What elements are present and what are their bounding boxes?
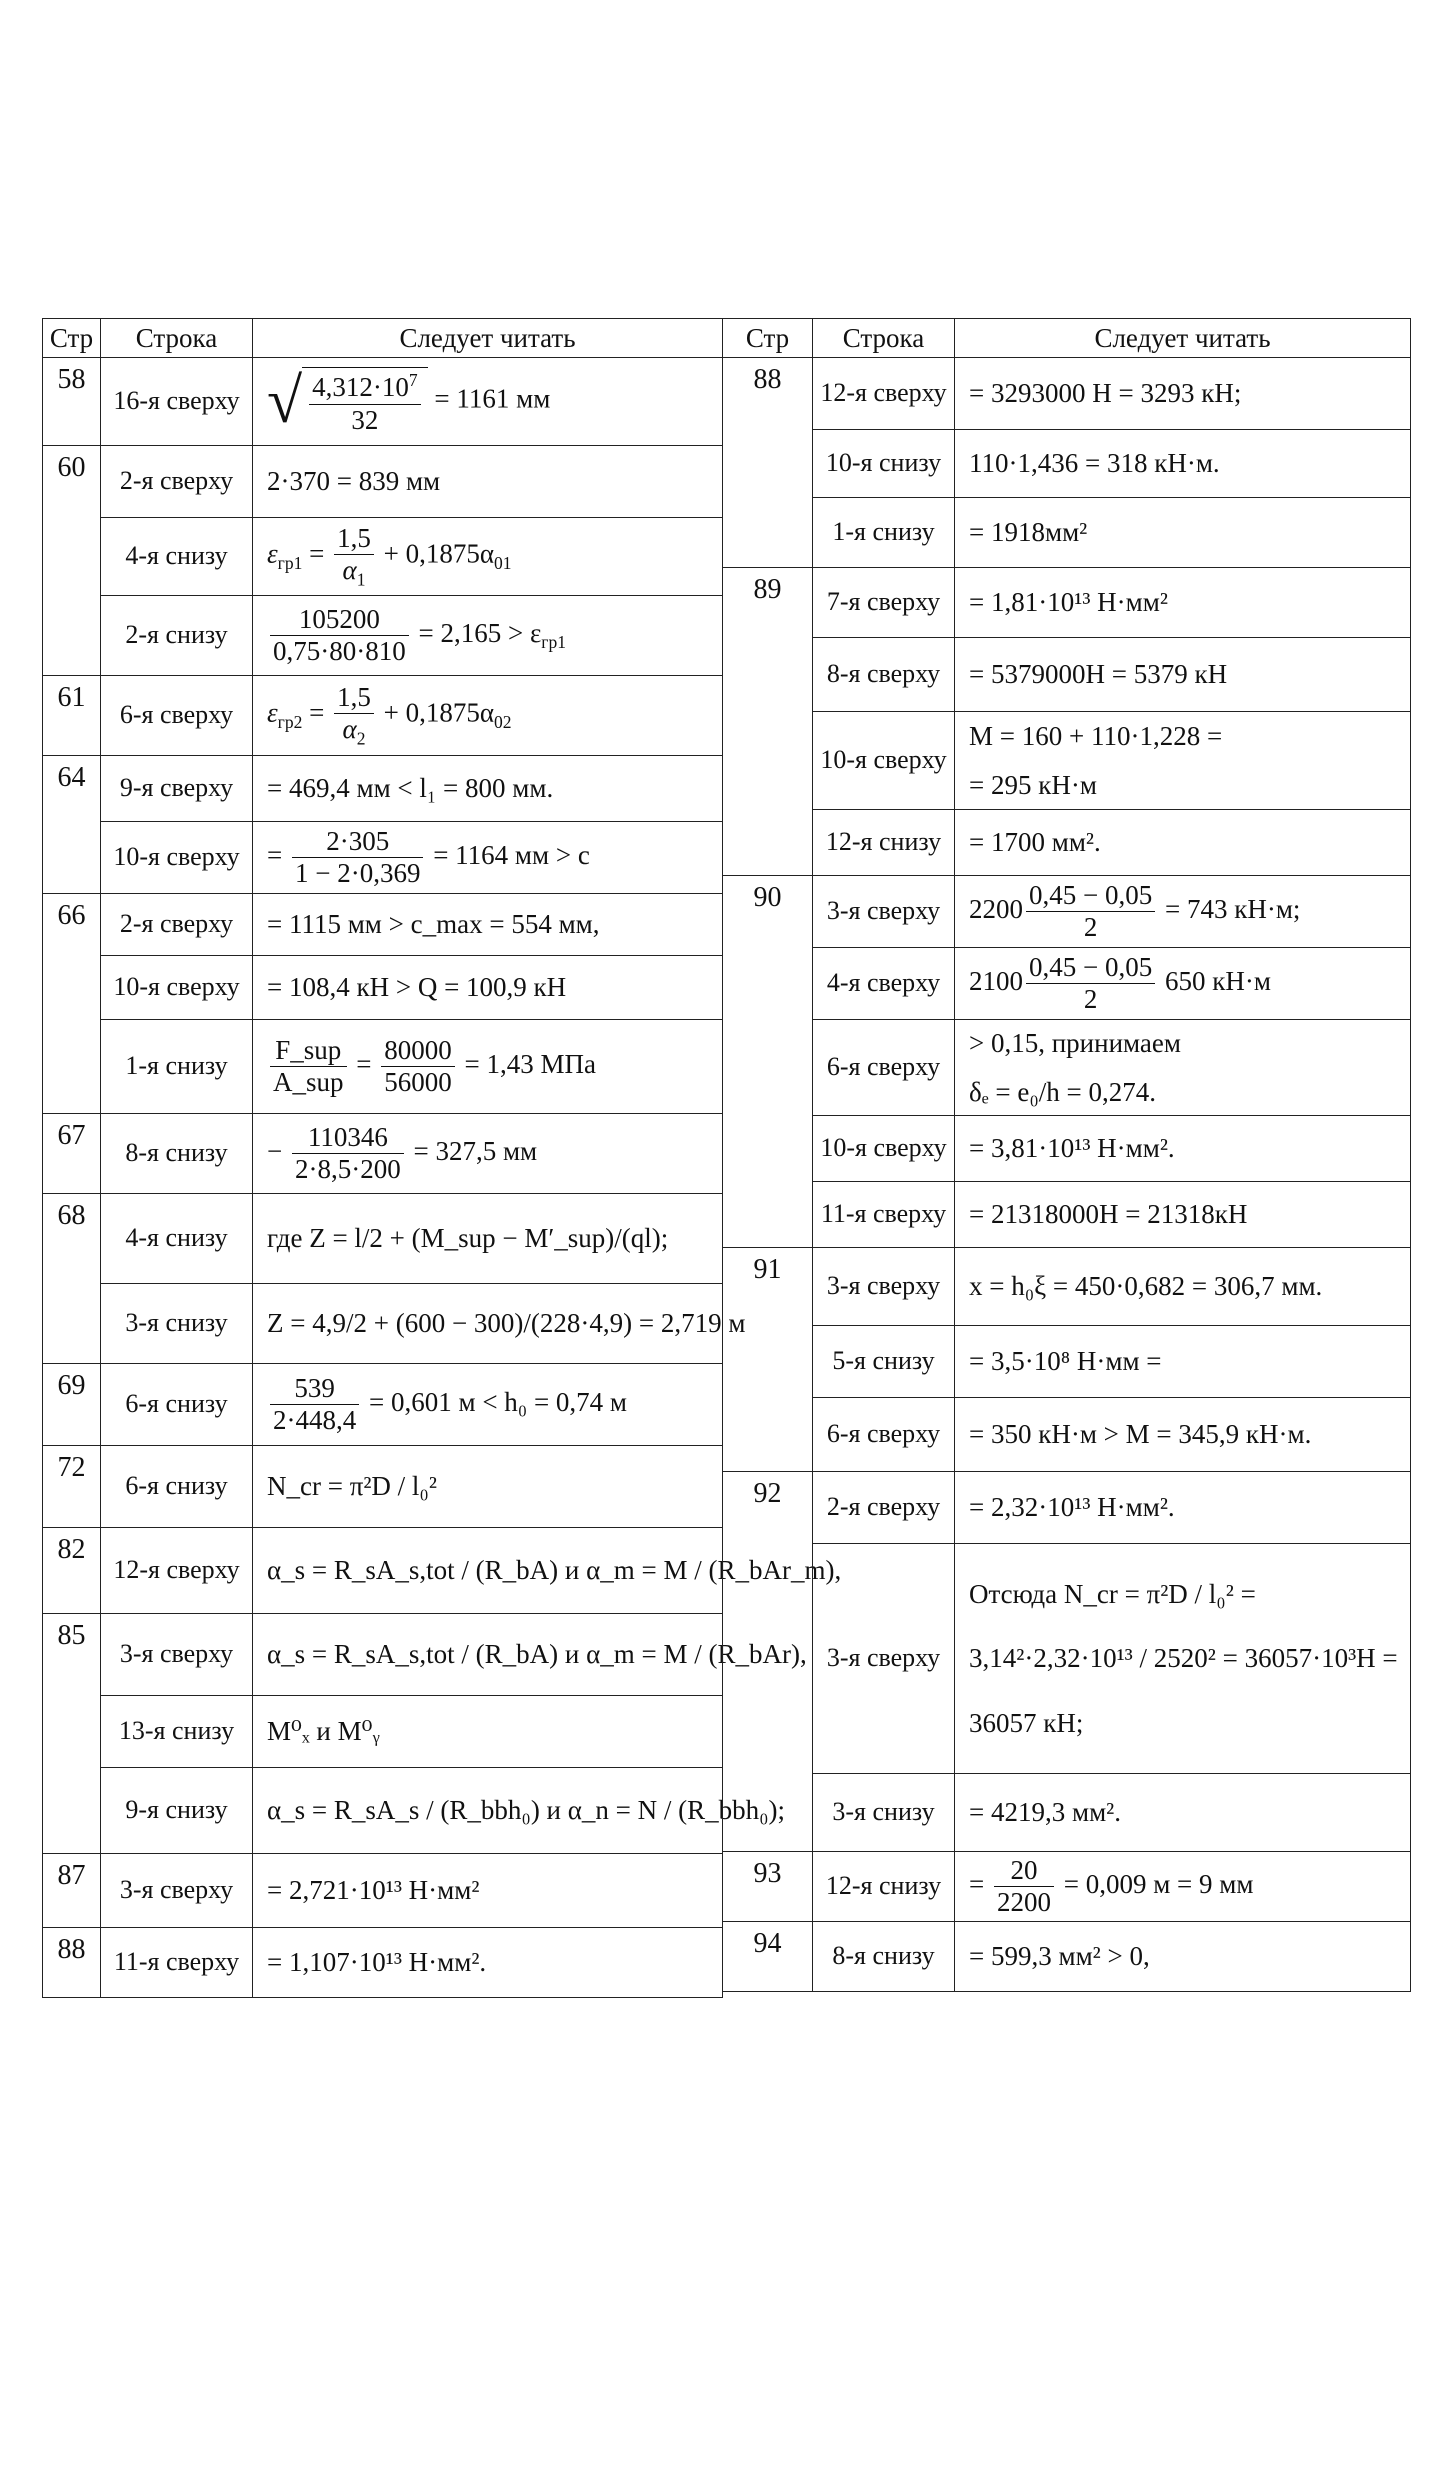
fraction bbox=[994, 1855, 1054, 1918]
fraction-numerator: 0,45 − 0,05 bbox=[1026, 952, 1155, 984]
col-should-read: Следует читать bbox=[955, 319, 1411, 358]
fraction bbox=[1026, 880, 1155, 943]
line-ref: 5-я снизу bbox=[813, 1326, 955, 1398]
line-ref: 10-я сверху bbox=[101, 822, 253, 894]
formula-result: = 0,009 м = 9 мм bbox=[1056, 1868, 1254, 1899]
formula-text: M⁰ₓ и M⁰ᵧ bbox=[267, 1716, 380, 1747]
corrected-text bbox=[253, 446, 723, 518]
formula-prefix: 2100 bbox=[969, 965, 1023, 996]
formula-text: где Z = l/2 + (M_sup − M′_sup)/(ql); bbox=[267, 1223, 669, 1254]
formula-line: Отсюда N_cr = π²D / l₀² = bbox=[969, 1578, 1256, 1609]
table-row bbox=[43, 1854, 723, 1928]
formula-tail: + 0,1875α bbox=[376, 697, 494, 728]
formula-text: α_s = R_sA_s / (R_bbh₀) и α_n = N / (R_bbh₀); bbox=[267, 1795, 786, 1826]
corrected-text bbox=[253, 1364, 723, 1446]
corrected-text bbox=[955, 876, 1411, 948]
line-ref: 6-я снизу bbox=[101, 1364, 253, 1446]
formula-result: = 1,43 МПа bbox=[457, 1048, 596, 1079]
table-row bbox=[723, 948, 1411, 1020]
line-ref: 6-я снизу bbox=[101, 1446, 253, 1528]
corrected-text bbox=[955, 568, 1411, 638]
formula-result: = 0,601 м < h₀ = 0,74 м bbox=[362, 1386, 628, 1417]
formula-prefix: = bbox=[267, 839, 289, 870]
table-row bbox=[43, 1446, 723, 1528]
corrected-text bbox=[253, 956, 723, 1020]
corrected-text bbox=[955, 948, 1411, 1020]
formula-line: M = 160 + 110·1,228 = bbox=[969, 721, 1223, 752]
fraction-numerator: F_sup bbox=[270, 1035, 347, 1067]
fraction-numerator: 1,5 bbox=[334, 523, 374, 555]
line-ref: 3-я сверху bbox=[101, 1854, 253, 1928]
corrected-text bbox=[955, 1774, 1411, 1852]
line-ref: 1-я снизу bbox=[101, 1020, 253, 1114]
formula-prefix: 2200 bbox=[969, 893, 1023, 924]
line-ref: 4-я сверху bbox=[813, 948, 955, 1020]
formula-line: 3,14²·2,32·10¹³ / 2520² = 36057·10³Н = bbox=[969, 1643, 1398, 1674]
fraction bbox=[270, 604, 409, 667]
formula-variable: ε bbox=[267, 538, 278, 569]
fraction bbox=[270, 1373, 359, 1436]
table-row bbox=[43, 1020, 723, 1114]
corrected-text bbox=[955, 1248, 1411, 1326]
corrected-text bbox=[253, 822, 723, 894]
page-number: 60 bbox=[43, 446, 101, 676]
page-number: 66 bbox=[43, 894, 101, 1114]
line-ref: 2-я сверху bbox=[101, 446, 253, 518]
corrected-text bbox=[253, 1284, 746, 1364]
numerator-exponent: 7 bbox=[408, 370, 418, 391]
fraction-numerator: 2·305 bbox=[292, 826, 423, 858]
formula-text: = 1918мм² bbox=[969, 517, 1088, 548]
fraction bbox=[1026, 952, 1155, 1015]
corrected-text bbox=[253, 1696, 723, 1768]
fraction-numerator: 105200 bbox=[270, 604, 409, 636]
page-number: 87 bbox=[43, 1854, 101, 1928]
col-line: Строка bbox=[101, 319, 253, 358]
table-row bbox=[723, 1774, 1411, 1852]
formula-prefix: = bbox=[969, 1868, 991, 1899]
fraction-denominator: 0,75·80·810 bbox=[273, 636, 406, 666]
corrected-text bbox=[253, 358, 723, 446]
line-ref: 2-я сверху bbox=[813, 1472, 955, 1544]
table-row bbox=[43, 956, 723, 1020]
corrected-text bbox=[955, 638, 1411, 712]
formula-text: = 3,5·10⁸ Н·мм = bbox=[969, 1346, 1162, 1377]
table-row bbox=[43, 1194, 723, 1284]
corrected-text bbox=[955, 1020, 1411, 1116]
table-row bbox=[43, 756, 723, 822]
page-number: 92 bbox=[723, 1472, 813, 1852]
line-ref: 10-я снизу bbox=[813, 430, 955, 498]
table-row bbox=[43, 894, 723, 956]
formula-line: δₑ = e₀/h = 0,274. bbox=[969, 1076, 1156, 1107]
page-number: 89 bbox=[723, 568, 813, 876]
line-ref: 3-я снизу bbox=[813, 1774, 955, 1852]
fraction-numerator: 80000 bbox=[381, 1035, 455, 1067]
line-ref: 3-я сверху bbox=[813, 1544, 955, 1774]
corrected-text bbox=[253, 1854, 723, 1928]
fraction-numerator bbox=[309, 370, 421, 404]
col-page: Стр bbox=[723, 319, 813, 358]
fraction-denominator: 2·8,5·200 bbox=[294, 1154, 401, 1184]
line-ref: 13-я снизу bbox=[101, 1696, 253, 1768]
errata-table-right bbox=[722, 318, 1411, 1992]
page-number: 88 bbox=[723, 358, 813, 568]
table-row bbox=[43, 822, 723, 894]
line-ref: 6-я сверху bbox=[101, 676, 253, 756]
corrected-text bbox=[253, 1768, 786, 1854]
fraction-numerator: 0,45 − 0,05 bbox=[1026, 880, 1155, 912]
fraction-denominator: 1 − 2·0,369 bbox=[294, 858, 421, 888]
corrected-text bbox=[955, 1398, 1411, 1472]
corrected-text bbox=[955, 358, 1411, 430]
formula-text: = 5379000Н = 5379 кН bbox=[969, 659, 1228, 690]
fraction bbox=[292, 1122, 404, 1185]
formula-line: = 295 кН·м bbox=[969, 769, 1097, 800]
formula-text: α_s = R_sA_s,tot / (R_bA) и α_m = M / (R_bAr_m), bbox=[267, 1555, 842, 1586]
formula-text: = 4219,3 мм². bbox=[969, 1797, 1121, 1828]
denominator-subscript: 2 bbox=[356, 728, 366, 749]
formula-tail: + 0,1875α bbox=[376, 538, 494, 569]
fraction-denominator: 2200 bbox=[996, 1887, 1051, 1917]
page-number: 58 bbox=[43, 358, 101, 446]
formula-result: = 1164 мм > c bbox=[426, 839, 590, 870]
formula-result: 650 кН·м bbox=[1158, 965, 1271, 996]
table-row bbox=[723, 1326, 1411, 1398]
formula-text: = 21318000Н = 21318кН bbox=[969, 1199, 1248, 1230]
fraction-numerator: 1,5 bbox=[334, 682, 374, 714]
corrected-text bbox=[253, 756, 723, 822]
fraction-numerator: 539 bbox=[270, 1373, 359, 1405]
fraction bbox=[334, 523, 374, 590]
corrected-text bbox=[253, 596, 723, 676]
denominator-variable: α bbox=[342, 555, 357, 586]
col-line: Строка bbox=[813, 319, 955, 358]
line-ref: 3-я сверху bbox=[813, 876, 955, 948]
table-row bbox=[723, 810, 1411, 876]
fraction-numerator: 20 bbox=[994, 1855, 1054, 1887]
line-ref: 1-я снизу bbox=[813, 498, 955, 568]
table-row bbox=[723, 430, 1411, 498]
corrected-text: $\varepsilon_{гр2}$ = $\frac{1,5}{\alpha_2}$ + $0,1875\alpha_{02}$ bbox=[253, 676, 723, 756]
page-number: 91 bbox=[723, 1248, 813, 1472]
col-should-read: Следует читать bbox=[253, 319, 723, 358]
corrected-text bbox=[955, 1852, 1411, 1922]
line-ref: 9-я снизу bbox=[101, 1768, 253, 1854]
page-number: 90 bbox=[723, 876, 813, 1248]
line-ref: 8-я снизу bbox=[101, 1114, 253, 1194]
formula-text: 2·370 = 839 мм bbox=[267, 466, 441, 497]
table-row bbox=[723, 1922, 1411, 1992]
fraction-denominator: 2 bbox=[1083, 912, 1098, 942]
fraction bbox=[381, 1035, 455, 1098]
line-ref: 9-я сверху bbox=[101, 756, 253, 822]
table-row bbox=[43, 596, 723, 676]
line-ref: 6-я сверху bbox=[813, 1020, 955, 1116]
formula-text: N_cr = π²D / l₀² bbox=[267, 1471, 437, 1502]
formula-text: = 469,4 мм < l₁ = 800 мм. bbox=[267, 773, 554, 804]
table-row bbox=[723, 1544, 1411, 1774]
formula-result: = 2,165 > ε bbox=[411, 617, 542, 648]
page-number: 72 bbox=[43, 1446, 101, 1528]
formula-text: = 2,32·10¹³ Н·мм². bbox=[969, 1492, 1175, 1523]
page-number: 67 bbox=[43, 1114, 101, 1194]
page-number: 88 bbox=[43, 1928, 101, 1998]
corrected-text: $\frac{\text{F\_sup}}{\text{A\_sup}}$ = $\frac{80000}{56000}$ = 1,43 МПа bbox=[253, 1020, 723, 1114]
corrected-text bbox=[253, 1446, 723, 1528]
page-number: 61 bbox=[43, 676, 101, 756]
formula-text: x = h₀ξ = 450·0,682 = 306,7 мм. bbox=[969, 1271, 1323, 1302]
corrected-text bbox=[955, 1922, 1411, 1992]
line-ref: 3-я снизу bbox=[101, 1284, 253, 1364]
table-row bbox=[43, 1364, 723, 1446]
corrected-text bbox=[253, 1114, 723, 1194]
col-page: Стр bbox=[43, 319, 101, 358]
formula-variable: ε bbox=[267, 697, 278, 728]
line-ref: 10-я сверху bbox=[813, 712, 955, 810]
page-number: 64 bbox=[43, 756, 101, 894]
table-row bbox=[723, 1398, 1411, 1472]
line-ref: 3-я сверху bbox=[101, 1614, 253, 1696]
table-row bbox=[43, 676, 723, 756]
table-row bbox=[43, 1928, 723, 1998]
formula-subscript: гр2 bbox=[277, 712, 303, 733]
line-ref: 8-я сверху bbox=[813, 638, 955, 712]
corrected-text bbox=[955, 810, 1411, 876]
denominator-variable: α bbox=[342, 714, 357, 745]
denominator-subscript: 1 bbox=[356, 569, 366, 590]
formula-subscript: гр1 bbox=[277, 553, 303, 574]
radical-sign: √ bbox=[267, 365, 303, 437]
line-ref: 12-я снизу bbox=[813, 810, 955, 876]
line-ref: 12-я снизу bbox=[813, 1852, 955, 1922]
table-row bbox=[43, 1696, 723, 1768]
formula-text: = 108,4 кН > Q = 100,9 кН bbox=[267, 972, 567, 1003]
line-ref: 7-я сверху bbox=[813, 568, 955, 638]
square-root bbox=[302, 367, 428, 435]
table-row bbox=[43, 1768, 723, 1854]
line-ref: 4-я снизу bbox=[101, 518, 253, 596]
formula-result: = 327,5 мм bbox=[406, 1135, 538, 1166]
corrected-text bbox=[955, 498, 1411, 568]
corrected-text bbox=[253, 1614, 807, 1696]
formula-text: Z = 4,9/2 + (600 − 300)/(228·4,9) = 2,719 м bbox=[267, 1308, 746, 1339]
fraction-numerator: 110346 bbox=[292, 1122, 404, 1154]
fraction-denominator: 56000 bbox=[384, 1067, 452, 1097]
line-ref: 4-я снизу bbox=[101, 1194, 253, 1284]
table-row bbox=[43, 358, 723, 446]
corrected-text bbox=[955, 712, 1411, 810]
formula-text: = 1,107·10¹³ Н·мм². bbox=[267, 1947, 487, 1978]
table-row bbox=[43, 1284, 723, 1364]
line-ref: 2-я сверху bbox=[101, 894, 253, 956]
table-row bbox=[723, 1472, 1411, 1544]
page-number: 94 bbox=[723, 1922, 813, 1992]
corrected-text bbox=[955, 1182, 1411, 1248]
formula-text: = 1700 мм². bbox=[969, 827, 1101, 858]
corrected-text bbox=[955, 430, 1411, 498]
table-row bbox=[723, 1852, 1411, 1922]
numerator-base: 4,312·10 bbox=[312, 372, 409, 403]
corrected-text bbox=[955, 1472, 1411, 1544]
formula-result: = 743 кН·м; bbox=[1158, 893, 1301, 924]
fraction-denominator: A_sup bbox=[273, 1067, 344, 1097]
formula-result-subscript: гр1 bbox=[541, 632, 567, 653]
formula-text: = 3293000 Н = 3293 кН; bbox=[969, 378, 1242, 409]
corrected-text: $\varepsilon_{гр1}$ = $\frac{1,5}{\alpha_1}$ + $0,1875\alpha_{01}$ bbox=[253, 518, 723, 596]
table-row bbox=[723, 1248, 1411, 1326]
formula-text: = 1115 мм > c_max = 554 мм, bbox=[267, 909, 600, 940]
line-ref: 2-я снизу bbox=[101, 596, 253, 676]
formula-result: = 1161 мм bbox=[427, 383, 551, 414]
table-row bbox=[723, 638, 1411, 712]
table-row bbox=[723, 498, 1411, 568]
table-row bbox=[43, 446, 723, 518]
page-number: 82 bbox=[43, 1528, 101, 1614]
fraction-denominator: 2·448,4 bbox=[273, 1405, 357, 1435]
formula-line: > 0,15, принимаем bbox=[969, 1028, 1181, 1059]
formula-tail-subscript: 02 bbox=[493, 712, 512, 733]
line-ref: 10-я сверху bbox=[101, 956, 253, 1020]
formula-text: 110·1,436 = 318 кН·м. bbox=[969, 448, 1220, 479]
fraction-denominator: 2 bbox=[1083, 984, 1098, 1014]
formula-text: = 3,81·10¹³ Н·мм². bbox=[969, 1133, 1175, 1164]
formula-text: = 2,721·10¹³ Н·мм² bbox=[267, 1875, 480, 1906]
table-row bbox=[723, 876, 1411, 948]
table-row bbox=[43, 518, 723, 596]
table-row bbox=[723, 1182, 1411, 1248]
table-row bbox=[43, 1114, 723, 1194]
corrected-text bbox=[253, 1928, 723, 1998]
corrected-text bbox=[253, 1194, 723, 1284]
table-row bbox=[723, 568, 1411, 638]
page-number: 85 bbox=[43, 1614, 101, 1854]
table-row bbox=[43, 1614, 723, 1696]
line-ref: 3-я сверху bbox=[813, 1248, 955, 1326]
formula-text: = 1,81·10¹³ Н·мм² bbox=[969, 587, 1168, 618]
corrected-text bbox=[253, 1528, 842, 1614]
formula-tail-subscript: 01 bbox=[493, 553, 512, 574]
fraction bbox=[309, 370, 421, 435]
formula-text: = 599,3 мм² > 0, bbox=[969, 1941, 1150, 1972]
line-ref: 6-я сверху bbox=[813, 1398, 955, 1472]
table-row bbox=[723, 712, 1411, 810]
corrected-text bbox=[955, 1116, 1411, 1182]
line-ref: 16-я сверху bbox=[101, 358, 253, 446]
fraction bbox=[270, 1035, 347, 1098]
corrected-text bbox=[253, 894, 723, 956]
table-row bbox=[723, 1020, 1411, 1116]
table-row bbox=[723, 1116, 1411, 1182]
formula-prefix: − bbox=[267, 1135, 289, 1166]
line-ref: 8-я снизу bbox=[813, 1922, 955, 1992]
table-row bbox=[43, 1528, 723, 1614]
fraction bbox=[334, 682, 374, 749]
line-ref: 12-я сверху bbox=[813, 358, 955, 430]
formula-text: α_s = R_sA_s,tot / (R_bA) и α_m = M / (R_bAr), bbox=[267, 1639, 807, 1670]
line-ref: 12-я сверху bbox=[101, 1528, 253, 1614]
page-number: 93 bbox=[723, 1852, 813, 1922]
fraction-denominator bbox=[334, 714, 374, 749]
formula-text: = 350 кН·м > M = 345,9 кН·м. bbox=[969, 1419, 1312, 1450]
corrected-text bbox=[955, 1326, 1411, 1398]
page-number: 68 bbox=[43, 1194, 101, 1364]
table-row bbox=[723, 358, 1411, 430]
formula-line: 36057 кН; bbox=[969, 1707, 1084, 1738]
fraction bbox=[292, 826, 423, 889]
corrected-text bbox=[955, 1544, 1411, 1774]
fraction-denominator: 32 bbox=[351, 404, 379, 435]
line-ref: 11-я сверху bbox=[813, 1182, 955, 1248]
line-ref: 11-я сверху bbox=[101, 1928, 253, 1998]
page-number: 69 bbox=[43, 1364, 101, 1446]
fraction-denominator bbox=[334, 555, 374, 590]
line-ref: 10-я сверху bbox=[813, 1116, 955, 1182]
